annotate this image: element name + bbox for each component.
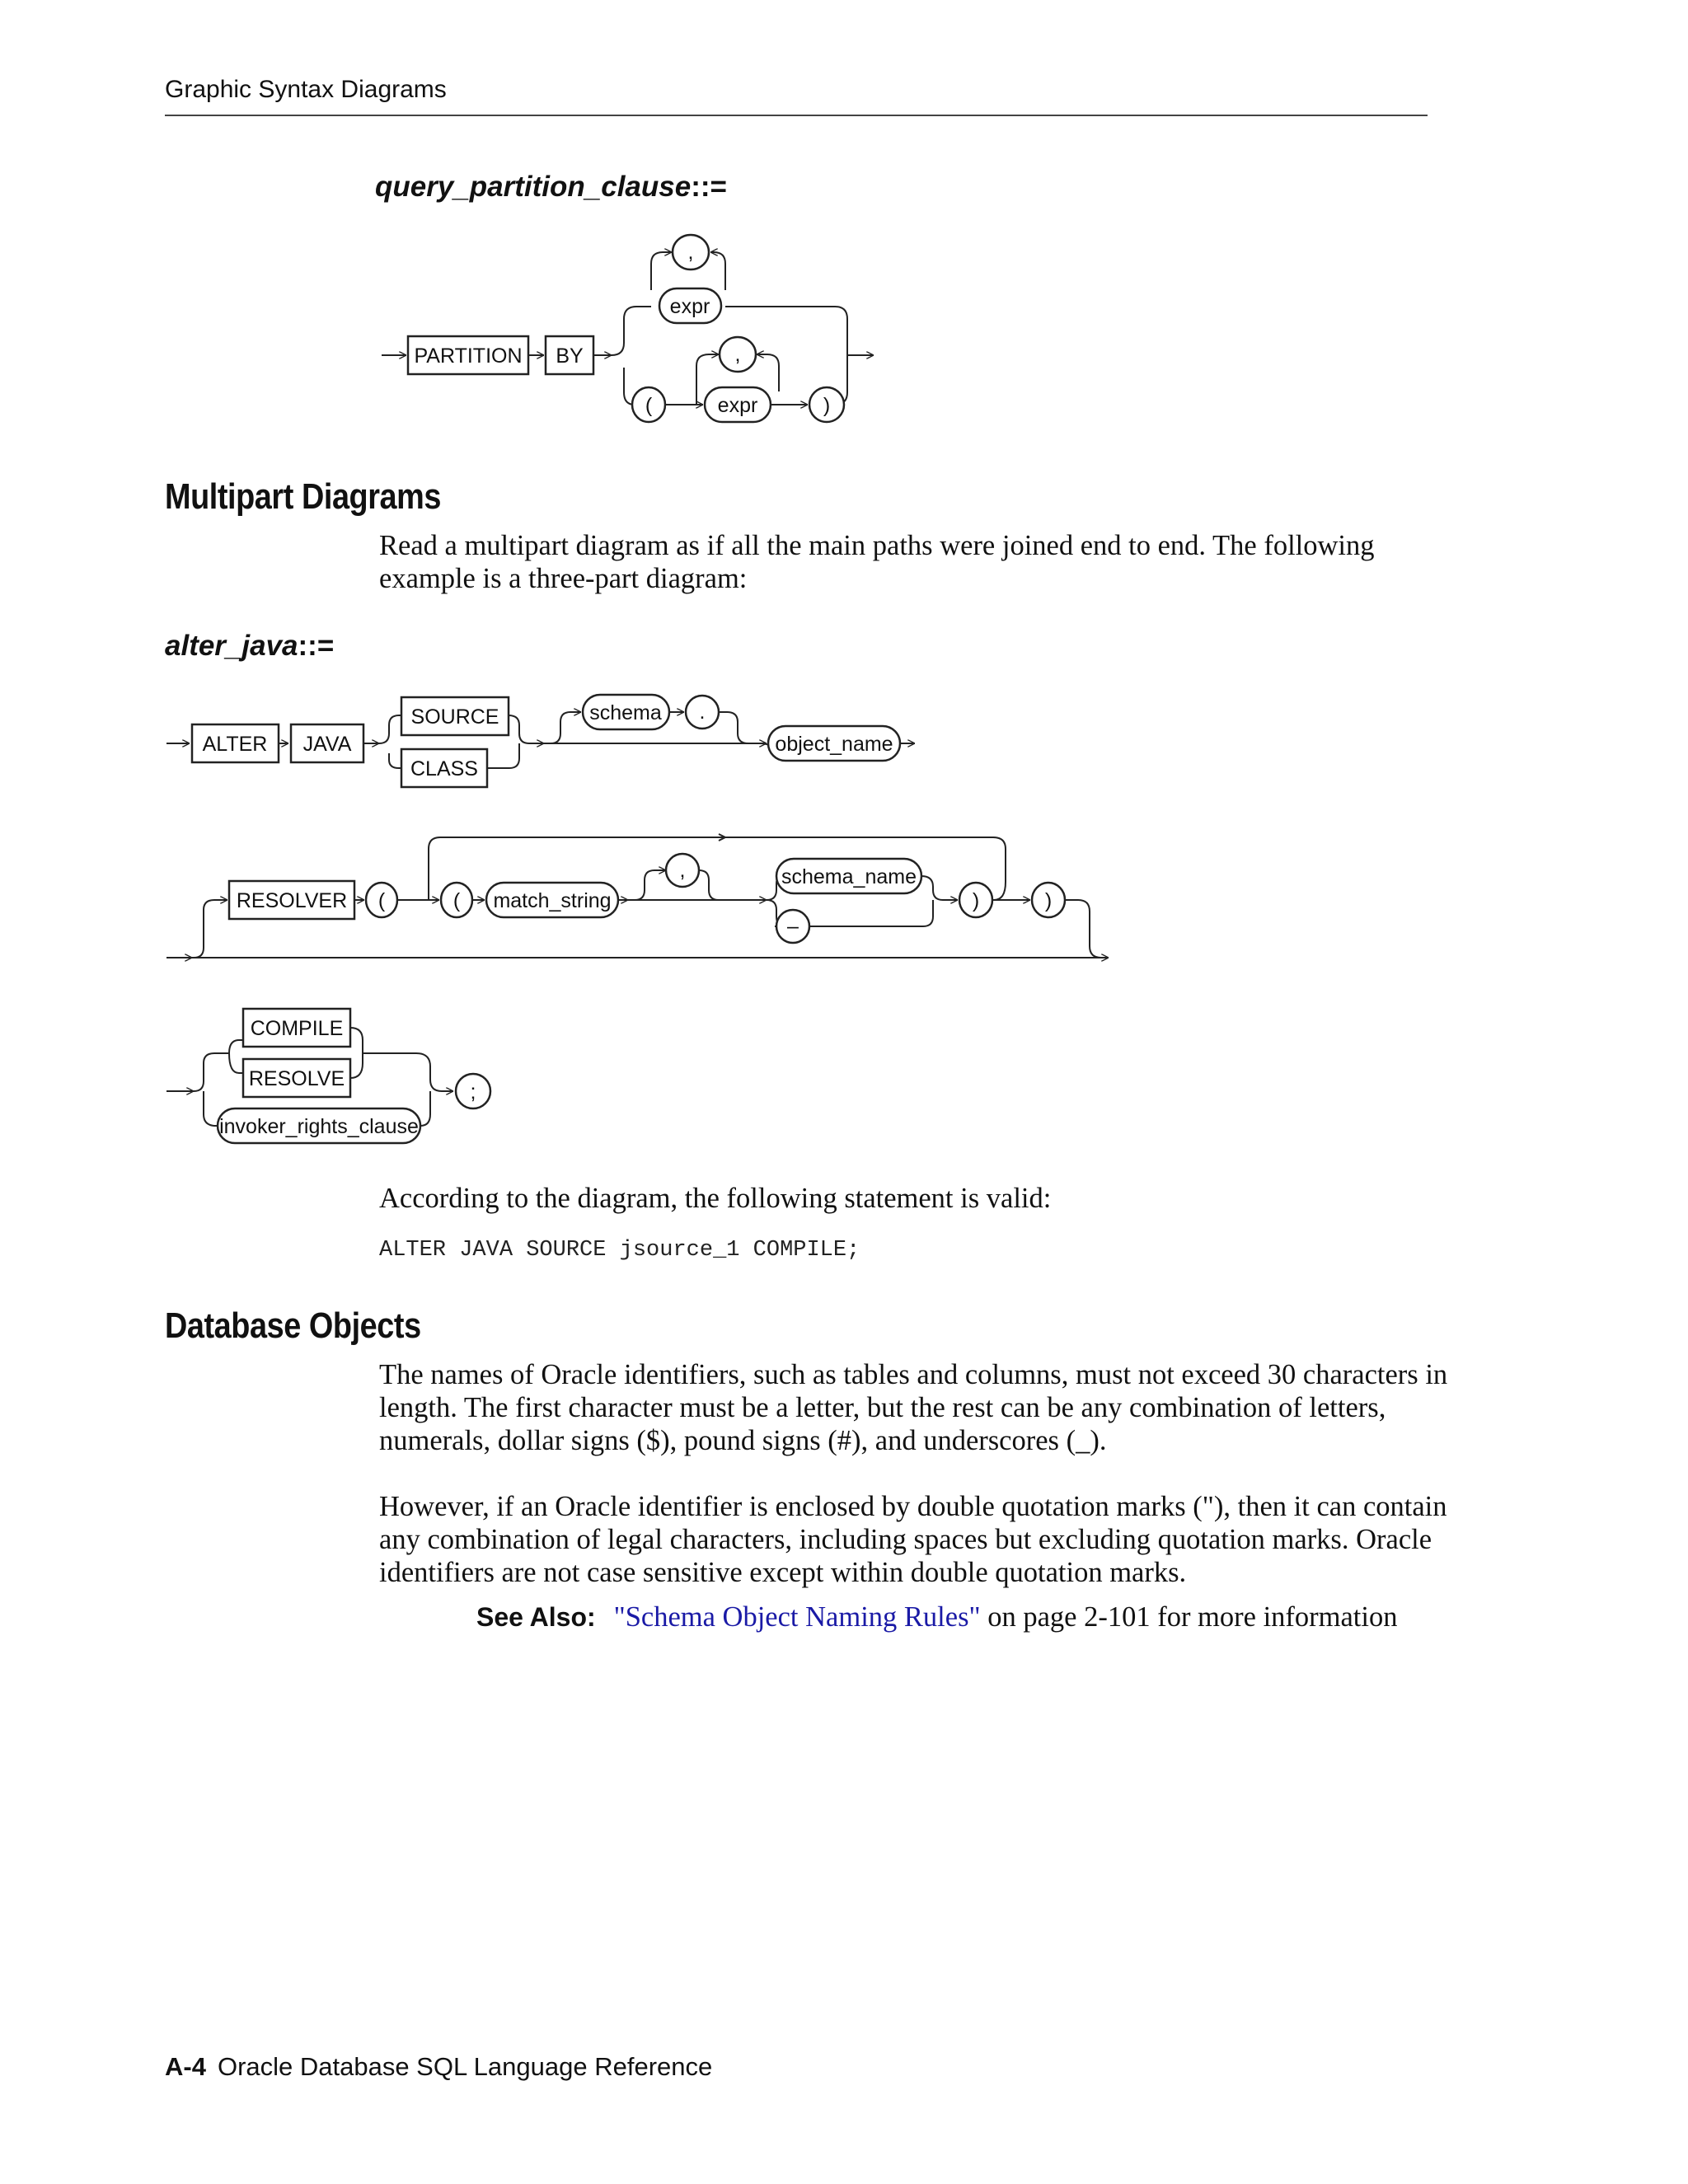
lparen-2-text: ( <box>452 889 461 912</box>
example-statement: ALTER JAVA SOURCE jsource_1 COMPILE; <box>379 1238 860 1263</box>
comma-2-text: , <box>734 343 741 366</box>
comma-text: , <box>679 859 686 882</box>
partition-keyword: PARTITION <box>414 344 523 368</box>
book-title: Oracle Database SQL Language Reference <box>217 2052 713 2081</box>
expr-2-text: expr <box>717 394 758 417</box>
source-keyword: SOURCE <box>410 705 499 729</box>
multipart-intro-text: Read a multipart diagram as if all the main paths were joined end to end. The following example is a three-part diagram: <box>379 530 1375 594</box>
production-operator: ::= <box>298 630 335 662</box>
by-keyword: BY <box>556 344 584 368</box>
schema-name-text: schema_name <box>781 865 917 888</box>
comma-1-text: , <box>687 241 694 264</box>
resolver-keyword: RESOLVER <box>236 889 348 912</box>
multipart-diagrams-heading: Multipart Diagrams <box>165 476 441 517</box>
running-head: Graphic Syntax Diagrams <box>165 76 447 103</box>
database-objects-heading: Database Objects <box>165 1305 421 1346</box>
see-also-rest: on page 2-101 for more information <box>980 1601 1398 1633</box>
alter-java-label <box>165 630 334 663</box>
java-keyword: JAVA <box>302 733 352 756</box>
resolve-keyword: RESOLVE <box>248 1067 345 1090</box>
database-objects-para-1 <box>379 1358 1451 1457</box>
rparen-1-text: ) <box>972 889 980 912</box>
alter-java-part-3 <box>166 1009 490 1143</box>
alter-java-part-2 <box>166 834 1109 958</box>
invoker-rights-text: invoker_rights_clause <box>219 1115 419 1138</box>
rparen-text: ) <box>823 394 831 417</box>
database-objects-para-2 <box>379 1490 1451 1589</box>
class-keyword: CLASS <box>410 757 478 780</box>
semicolon-text: ; <box>470 1080 476 1104</box>
dash-text: – <box>787 915 799 938</box>
object-name-text: object_name <box>775 733 893 756</box>
lparen-text: ( <box>645 394 653 417</box>
production-operator: ::= <box>691 171 727 203</box>
statement-intro <box>379 1182 1451 1215</box>
schema-object-naming-link[interactable]: "Schema Object Naming Rules" <box>613 1601 981 1633</box>
alter-keyword: ALTER <box>202 733 268 756</box>
rparen-2-text: ) <box>1044 889 1053 912</box>
para-2-text: However, if an Oracle identifier is enclosed by double quotation marks ("), then it can contain any combination of legal characters, including spaces but excluding quotation marks. Oracle identifiers are not case sensitive except within double quotation marks. <box>379 1491 1447 1588</box>
lparen-1-text: ( <box>377 889 386 912</box>
multipart-intro <box>379 529 1451 595</box>
match-string-text: match_string <box>493 889 612 912</box>
compile-keyword: COMPILE <box>250 1017 344 1040</box>
schema-text: schema <box>589 701 662 724</box>
production-name: query_partition_clause <box>375 171 692 203</box>
dot-text: . <box>699 701 706 724</box>
alter-java-part-1 <box>166 695 915 787</box>
statement-intro-text: According to the diagram, the following statement is valid: <box>379 1183 1052 1214</box>
see-also-note <box>476 1601 1424 1633</box>
query-partition-diagram <box>382 235 874 422</box>
production-name: alter_java <box>165 630 298 662</box>
see-also-label: See Also: <box>476 1602 596 1632</box>
page-footer <box>165 2052 712 2082</box>
expr-1-text: expr <box>669 295 710 318</box>
page-number: A-4 <box>165 2052 206 2081</box>
para-1-text: The names of Oracle identifiers, such as tables and columns, must not exceed 30 characters in length. The first character must be a letter, but the rest can be any combination of letters, numerals, dollar signs ($), pound signs (#), and underscores (_). <box>379 1359 1448 1456</box>
